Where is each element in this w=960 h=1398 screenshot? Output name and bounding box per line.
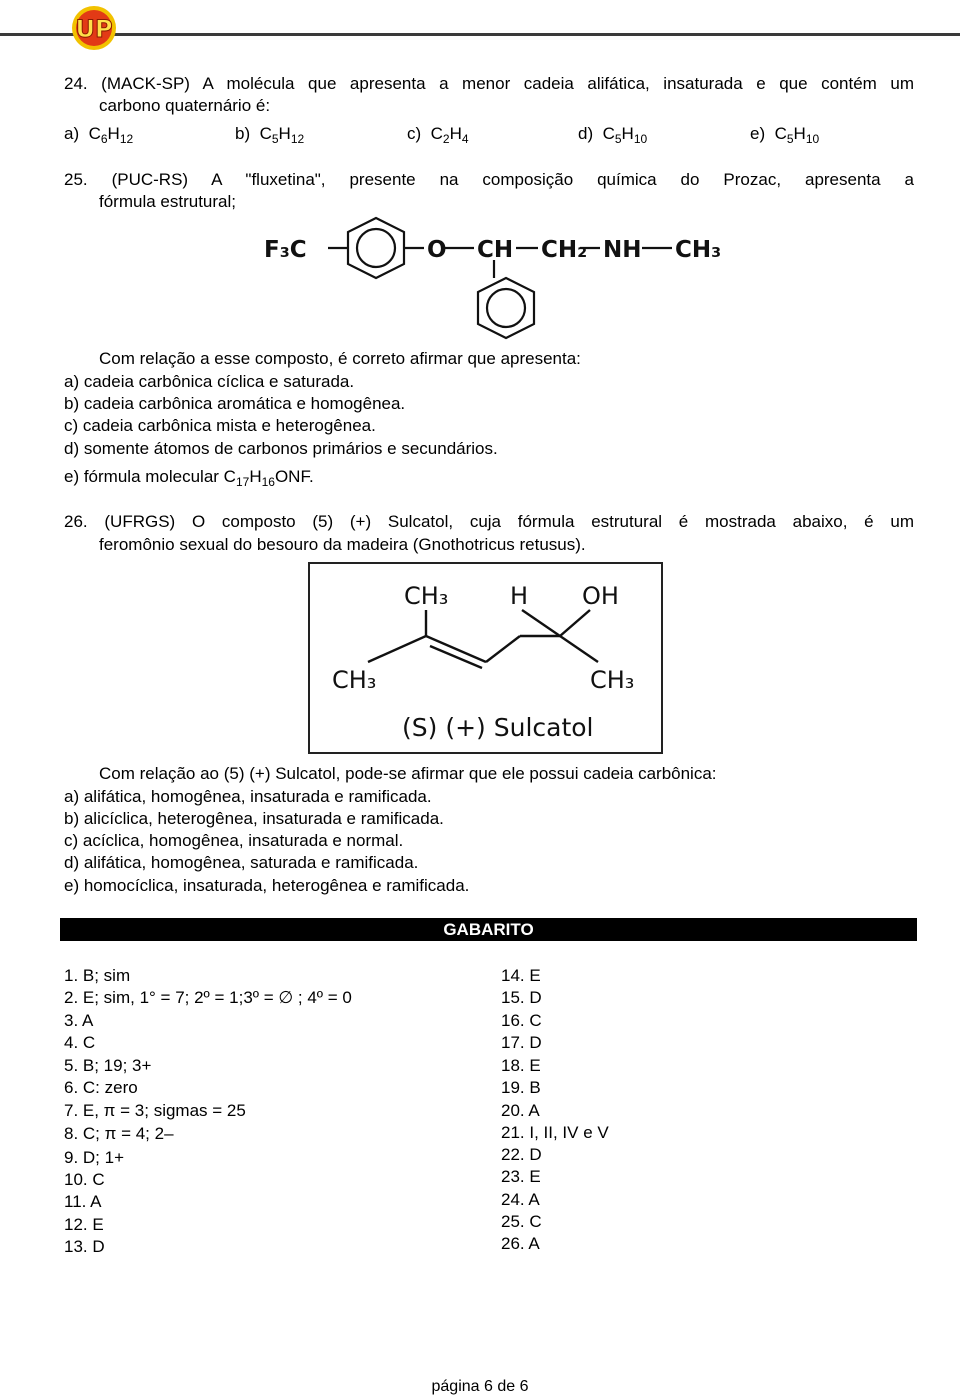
ch3-label: CH₃ — [675, 237, 722, 263]
ch3-left-label: CH₃ — [332, 666, 377, 694]
answer-item: 21. I, II, IV e V — [501, 1123, 609, 1142]
q24-line2: carbono quaternário é: — [99, 96, 271, 115]
answer-item: 13. D — [64, 1237, 105, 1256]
q26-stem: Com relação ao (5) (+) Sulcatol, pode-se afirmar que ele possui cadeia carbônica: — [99, 764, 717, 783]
answer-item: 10. C — [64, 1170, 105, 1189]
q24-option-e: e) $C_5H_{10}$ — [750, 124, 820, 146]
answer-item: 25. C — [501, 1212, 542, 1231]
oh-label: OH — [582, 582, 619, 610]
q24-option-a: a) $C_6H_{12}$ — [64, 124, 134, 146]
ch2-label: CH₂ — [541, 237, 588, 263]
answer-item: 7. E, π = 3; sigmas = 25 — [64, 1101, 246, 1120]
q26-option-e: e) homocíclica, insaturada, heterogênea e ramificada. — [64, 876, 470, 895]
q24-line1: 24. (MACK-SP) A molécula que apresenta a menor cadeia alifática, insaturada e que contém um — [64, 74, 914, 93]
q24-option-c: c) $C_2H_4$ — [407, 124, 469, 146]
answer-item: 6. C: zero — [64, 1078, 138, 1097]
answer-item: 17. D — [501, 1033, 542, 1052]
answer-item: 18. E — [501, 1056, 541, 1075]
answer-item: 14. E — [501, 966, 541, 985]
answer-item: 9. D; 1+ — [64, 1148, 125, 1167]
o-label: O — [427, 237, 447, 263]
answer-item: 16. C — [501, 1011, 542, 1030]
q25-line2: fórmula estrutural; — [99, 192, 236, 211]
sulcatol-caption: (S) (+) Sulcatol — [402, 713, 594, 742]
answer-item: 1. B; sim — [64, 966, 131, 985]
nh-label: NH — [603, 237, 642, 263]
sulcatol-structure — [308, 562, 663, 754]
q26-option-a: a) alifática, homogênea, insaturada e ramificada. — [64, 787, 432, 806]
f3c-label: F₃C — [264, 237, 307, 263]
q26-option-b: b) alicíclica, heterogênea, insaturada e ramificada. — [64, 809, 444, 828]
gabarito-title: GABARITO — [443, 920, 534, 939]
q24-option-b: b) $C_5H_{12}$ — [235, 124, 305, 146]
q25-option-a: a) cadeia carbônica cíclica e saturada. — [64, 372, 355, 391]
q26-line2: feromônio sexual do besouro da madeira (Gnothotricus retusus). — [99, 535, 586, 554]
answer-item: 19. B — [501, 1078, 541, 1097]
q25-stem: Com relação a esse composto, é correto afirmar que apresenta: — [99, 349, 581, 368]
h-label: H — [510, 582, 529, 610]
svg-text:UP: UP — [75, 15, 113, 43]
q25-option-c: c) cadeia carbônica mista e heterogênea. — [64, 416, 376, 435]
answer-item: 24. A — [501, 1190, 540, 1209]
ch3-top-label: CH₃ — [404, 582, 449, 610]
ch-label: CH — [477, 237, 514, 263]
ch3-right-label: CH₃ — [590, 666, 635, 694]
q25-line1: 25. (PUC-RS) A "fluxetina", presente na composição química do Prozac, apresenta a — [64, 170, 914, 189]
q24-option-d: d) $C_5H_{10}$ — [578, 124, 648, 146]
header-rule — [0, 33, 960, 36]
answer-item: 26. A — [501, 1234, 540, 1253]
fluoxetine-structure — [258, 212, 728, 348]
answer-item: 15. D — [501, 988, 542, 1007]
q25-option-d: d) somente átomos de carbonos primários e secundários. — [64, 439, 498, 458]
answer-item: 12. E — [64, 1215, 104, 1234]
page-number: página 6 de 6 — [431, 1378, 529, 1395]
q25-option-b: b) cadeia carbônica aromática e homogênea. — [64, 394, 406, 413]
answer-item: 22. D — [501, 1145, 542, 1164]
answer-item: 20. A — [501, 1101, 540, 1120]
gabarito-header — [60, 918, 917, 941]
answer-item: 2. E; sim, 1° = 7; 2º = 1;3º = ∅ ; 4º = 0 — [64, 988, 352, 1007]
q26-option-c: c) acíclica, homogênea, insaturada e normal. — [64, 831, 404, 850]
answer-item: 23. E — [501, 1167, 541, 1186]
answer-item: 4. C — [64, 1033, 96, 1052]
answer-item: 3. A — [64, 1011, 94, 1030]
q25-option-e: e) fórmula molecular $C_{17}H_{16}ONF$. — [64, 467, 314, 489]
q26-option-d: d) alifática, homogênea, saturada e ramificada. — [64, 853, 419, 872]
up-logo — [62, 4, 126, 52]
answer-item: 5. B; 19; 3+ — [64, 1056, 152, 1075]
answer-item: 8. C; π = 4; 2– — [64, 1124, 174, 1143]
q26-line1: 26. (UFRGS) O composto (5) (+) Sulcatol, cuja fórmula estrutural é mostrada abaixo, é um — [64, 512, 914, 531]
answer-item: 11. A — [64, 1192, 102, 1211]
